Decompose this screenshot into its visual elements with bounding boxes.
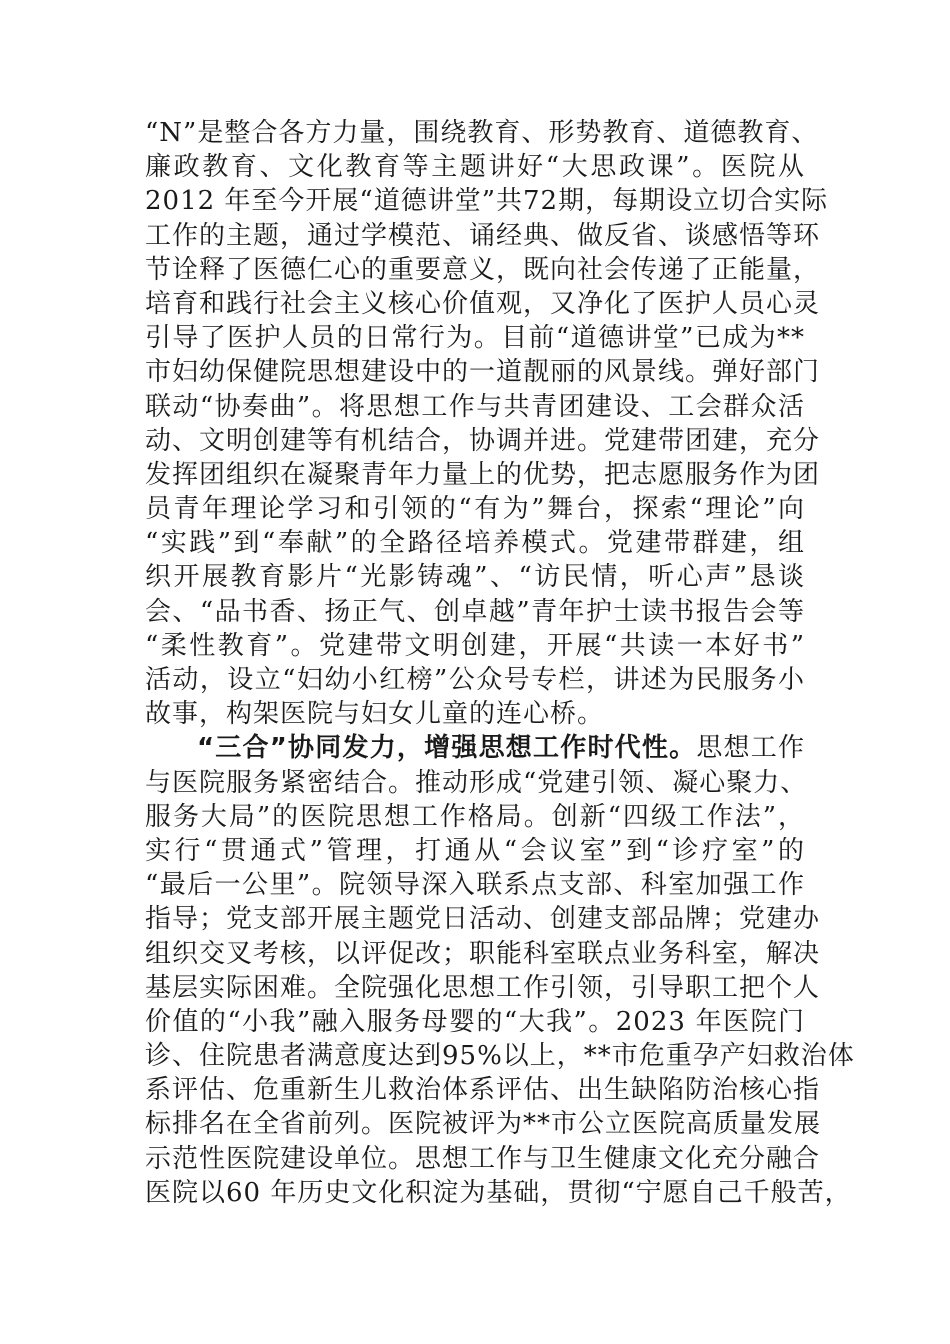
text-line: 会、“品书香、扬正气、创卓越”青年护士读书报告会等 (145, 596, 805, 627)
document-body (145, 116, 855, 1210)
text-line: 系评估、危重新生儿救治体系评估、出生缺陷防治核心指 (145, 1075, 821, 1106)
text-line: “N”是整合各方力量，围绕教育、形势教育、道德教育、 (145, 118, 819, 148)
text-line: 实行“贯通式”管理，打通从“会议室”到“诊疗室”的 (145, 835, 805, 866)
paragraph-1 (145, 116, 829, 731)
text-line: 故事，构架医院与妇女儿童的连心桥。 (145, 699, 605, 730)
text-line: 织开展教育影片“光影铸魂”、“访民情，听心声”恳谈 (145, 562, 805, 593)
text-line: 组织交叉考核，以评促改；职能科室联点业务科室，解决 (145, 938, 821, 969)
text-run: 思想工作 (696, 733, 805, 764)
text-line: 活动，设立“妇幼小红榜”公众号专栏，讲述为民服务小 (145, 665, 805, 695)
text-line: 培育和践行社会主义核心价值观，又净化了医护人员心灵 (145, 288, 821, 319)
text-line-first (145, 731, 805, 765)
text-line: 节诠释了医德仁心的重要意义，既向社会传递了正能量， (145, 254, 821, 285)
text-line: 示范性医院建设单位。思想工作与卫生健康文化充分融合 (145, 1143, 821, 1174)
text-line: 工作的主题，通过学模范、诵经典、做反省、谈感悟等环 (145, 220, 821, 251)
text-line: 标排名在全省前列。医院被评为**市公立医院高质量发展 (145, 1109, 822, 1140)
text-line: 基层实际困难。全院强化思想工作引领，引导职工把个人 (145, 972, 821, 1003)
text-line: 诊、住院患者满意度达到95%以上，**市危重孕产妇救治体 (145, 1041, 855, 1072)
text-line: 动、文明创建等有机结合，协调并进。党建带团建，充分 (145, 425, 821, 456)
text-line: 员青年理论学习和引领的“有为”舞台，探索“理论”向 (145, 494, 805, 525)
text-line: 医院以60 年历史文化积淀为基础，贯彻“宁愿自己千般苦， (145, 1177, 852, 1208)
text-line: 价值的“小我”融入服务母婴的“大我”。2023 年医院门 (145, 1006, 805, 1037)
text-line: 市妇幼保健院思想建设中的一道靓丽的风景线。弹好部门 (145, 357, 821, 388)
text-line: 与医院服务紧密结合。推动形成“党建引领、凝心聚力、 (145, 767, 808, 798)
text-line: “实践”到“奉献”的全路径培养模式。党建带群建，组 (145, 528, 805, 559)
section-heading: “三合”协同发力，增强思想工作时代性。 (197, 733, 697, 764)
text-line: 2012 年至今开展“道德讲堂”共72期，每期设立切合实际 (145, 186, 829, 217)
paragraph-2 (145, 731, 855, 1210)
text-line: 指导；党支部开展主题党日活动、创建支部品牌；党建办 (145, 904, 821, 935)
text-line: “柔性教育”。党建带文明创建，开展“共读一本好书” (145, 630, 805, 661)
text-line: 联动“协奏曲”。将思想工作与共青团建设、工会群众活 (145, 391, 805, 422)
text-line: 引导了医护人员的日常行为。目前“道德讲堂”已成为** (145, 323, 805, 354)
text-line: 廉政教育、文化教育等主题讲好“大思政课”。医院从 (145, 152, 805, 183)
text-line: “最后一公里”。院领导深入联系点支部、科室加强工作 (145, 870, 805, 901)
text-line: 发挥团组织在凝聚青年力量上的优势，把志愿服务作为团 (145, 459, 821, 490)
text-line: 服务大局”的医院思想工作格局。创新“四级工作法”， (145, 801, 805, 832)
